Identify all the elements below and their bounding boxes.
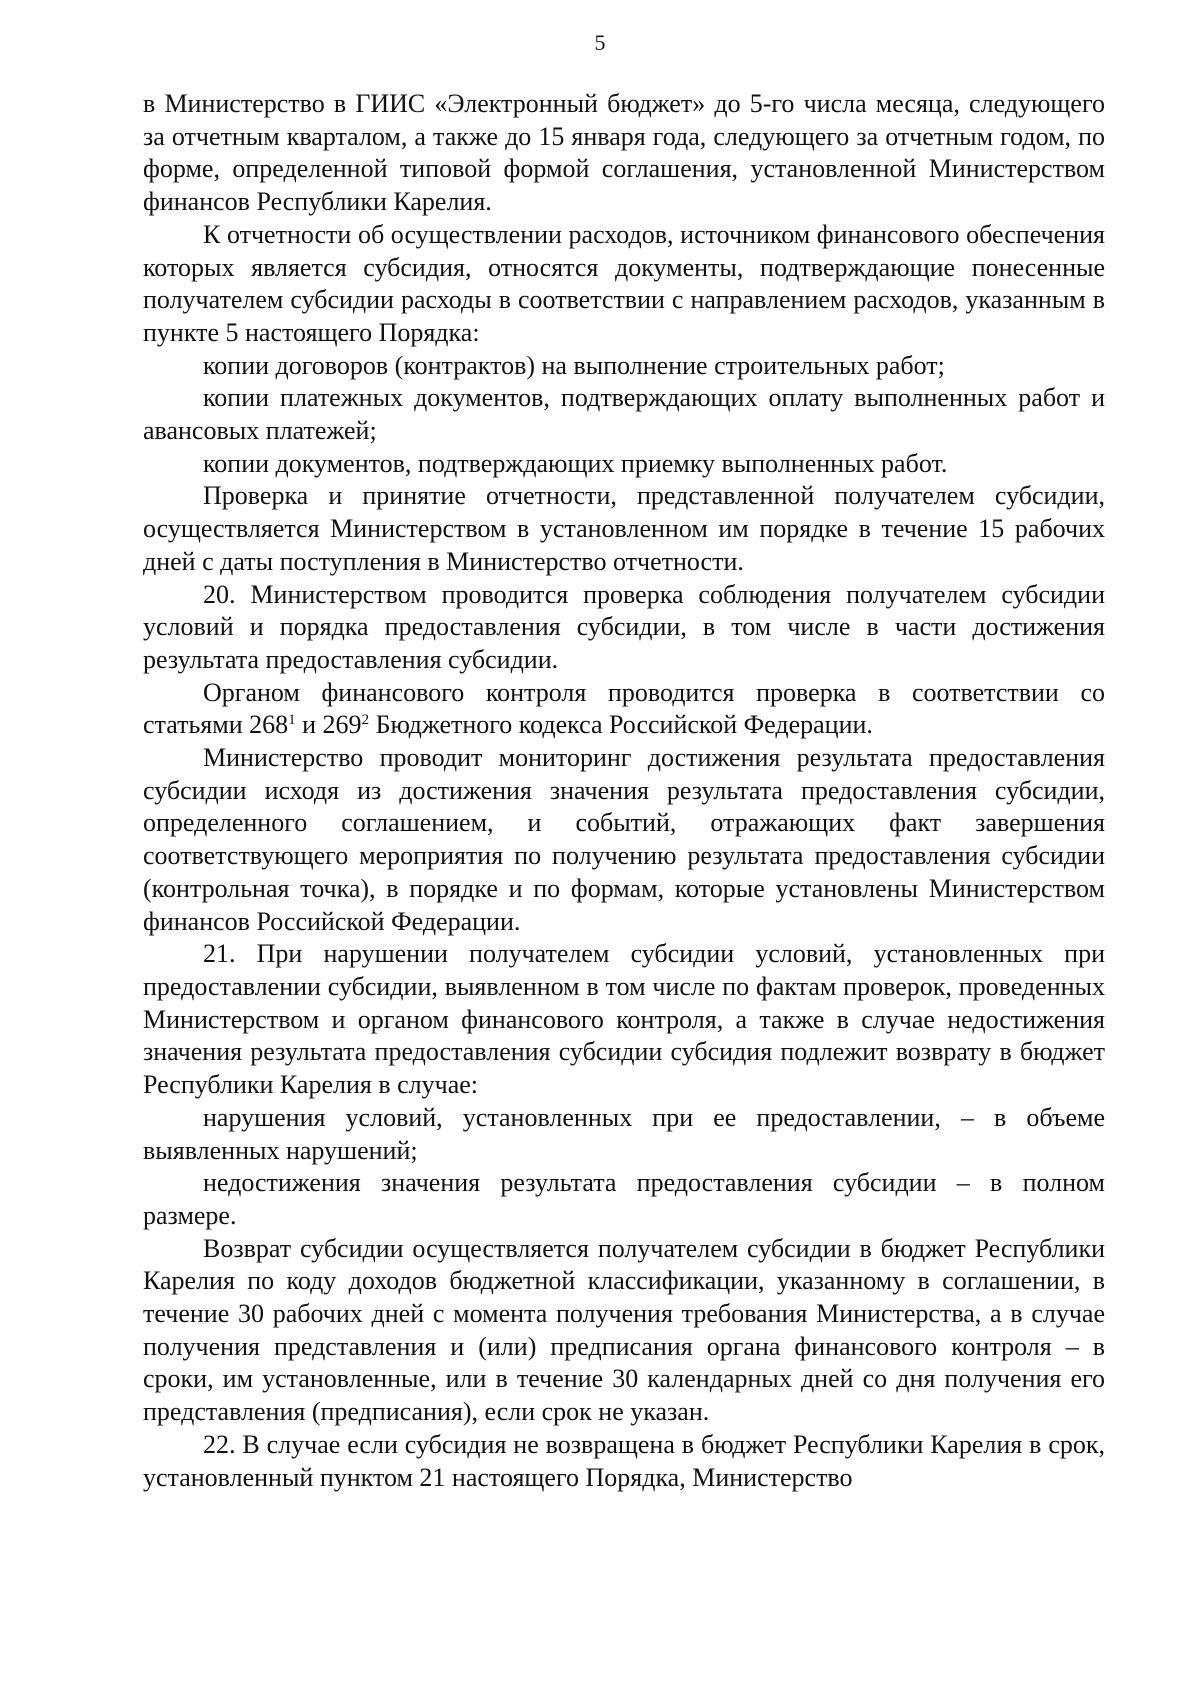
superscript-1: 1 [288, 712, 296, 729]
paragraph-item-21: 21. При нарушении получателем субсидии условий, установленных при предоставлении субсидии, выявленном в том числе по фактам проверок, проведенных Министерством и органом финансового контроля, а также в случае недостижения значения результата предоставления субсидии субсидия подлежит возврату в бюджет Республики Карелия в случае: [143, 939, 1105, 1100]
document-body [143, 88, 1105, 1494]
list-item-contracts: копии договоров (контрактов) на выполнение строительных работ; [203, 350, 945, 380]
paragraph-reporting-documents: К отчетности об осуществлении расходов, источником финансового обеспечения которых является субсидия, относятся документы, подтверждающие понесенные получателем субсидии расходы в соответствии с направлением расходов, указанным в пункте 5 настоящего Порядка: [143, 219, 1105, 347]
financial-control-text-middle: и 269 [295, 710, 362, 740]
list-item-violation: нарушения условий, установленных при ее предоставлении, – в объеме выявленных нарушений; [143, 1102, 1105, 1165]
paragraph-item-22: 22. В случае если субсидия не возвращена в бюджет Республики Карелия в срок, установленный пунктом 21 настоящего Порядка, Министерство [143, 1429, 1105, 1492]
page-number: 5 [594, 30, 606, 55]
financial-control-text-start: Органом финансового контроля проводится проверка в соответствии со статьями 268 [143, 677, 1105, 740]
paragraph-monitoring: Министерство проводит мониторинг достижения результата предоставления субсидии исходя из достижения значения результата предоставления субсидии, определенного соглашением, и событий, отражающих факт завершения соответствующего мероприятия по получению результата предоставления субсидии (контрольная точка), в порядке и по формам, которые установлены Министерством финансов Российской Федерации. [143, 743, 1105, 936]
paragraph-report-verification: Проверка и принятие отчетности, представленной получателем субсидии, осуществляется Министерством в установленном им порядке в течение 15 рабочих дней с даты поступления в Министерство отчетности. [143, 481, 1105, 576]
list-item-non-achievement: недостижения значения результата предоставления субсидии – в полном размере. [143, 1168, 1105, 1230]
superscript-2: 2 [361, 712, 370, 729]
financial-control-text-end: Бюджетного кодекса Российской Федерации. [369, 710, 873, 740]
paragraph-item-20: 20. Министерством проводится проверка соблюдения получателем субсидии условий и порядка предоставления субсидии, в том числе в части достижения результата предоставления субсидии. [143, 579, 1105, 674]
list-item-acceptance-documents: копии документов, подтверждающих приемку выполненных работ. [203, 448, 948, 478]
list-item-payment-documents: копии платежных документов, подтверждающих оплату выполненных работ и авансовых платежей; [143, 383, 1105, 446]
paragraph-continuation: в Министерство в ГИИС «Электронный бюджет» до 5-го числа месяца, следующего за отчетным кварталом, а также до 15 января года, следующего за отчетным годом, по форме, определенной типовой формой соглашения, установленной Министерством финансов Республики Карелия. [143, 89, 1105, 217]
paragraph-financial-control [143, 677, 1105, 742]
paragraph-subsidy-return: Возврат субсидии осуществляется получателем субсидии в бюджет Республики Карелия по коду доходов бюджетной классификации, указанному в соглашении, в течение 30 рабочих дней с момента получения требования Министерства, а в случае получения представления и (или) предписания органа финансового контроля – в сроки, им установленные, или в течение 30 календарных дней со дня получения его представления (предписания), если срок не указан. [143, 1233, 1105, 1427]
